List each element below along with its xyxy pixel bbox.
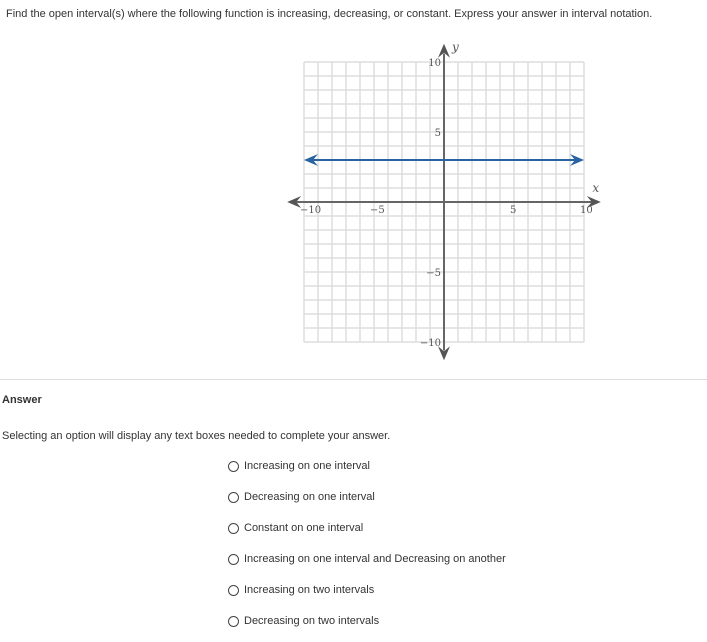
option-label: Decreasing on two intervals	[244, 615, 380, 627]
option-label: Increasing on one interval	[244, 460, 370, 472]
radio-option[interactable]	[228, 615, 379, 627]
option-label: Increasing on two intervals	[244, 584, 375, 596]
y-axis-label: y	[452, 39, 459, 54]
question-text: Find the open interval(s) where the following function is increasing, decreasing, or constant. Express your answer in interval notation.	[6, 8, 653, 20]
answer-heading: Answer	[2, 394, 42, 406]
x-tick-label: 10	[580, 205, 593, 216]
radio-option[interactable]	[228, 460, 370, 472]
x-tick-label: −5	[370, 205, 385, 216]
option-label: Increasing on one interval and Decreasing on another	[244, 553, 506, 565]
y-tick-label: 10	[428, 58, 441, 69]
y-tick-label: 5	[434, 128, 441, 139]
radio-button[interactable]	[228, 492, 239, 503]
x-tick-label: −10	[300, 205, 322, 216]
instruction-text: Selecting an option will display any text boxes needed to complete your answer.	[2, 430, 391, 442]
radio-button[interactable]	[228, 616, 239, 627]
radio-option[interactable]	[228, 522, 363, 534]
radio-option[interactable]	[228, 491, 375, 503]
y-tick-label: −10	[419, 338, 441, 349]
radio-button[interactable]	[228, 585, 239, 596]
radio-button[interactable]	[228, 523, 239, 534]
radio-option[interactable]	[228, 584, 374, 596]
radio-button[interactable]	[228, 554, 239, 565]
option-label: Constant on one interval	[244, 522, 364, 534]
radio-option[interactable]	[228, 553, 506, 565]
x-tick-label: 5	[510, 205, 517, 216]
option-label: Decreasing on one interval	[244, 491, 375, 503]
radio-button[interactable]	[228, 461, 239, 472]
y-tick-label: −5	[426, 268, 441, 279]
x-axis-label: x	[592, 181, 600, 195]
divider	[0, 379, 707, 380]
